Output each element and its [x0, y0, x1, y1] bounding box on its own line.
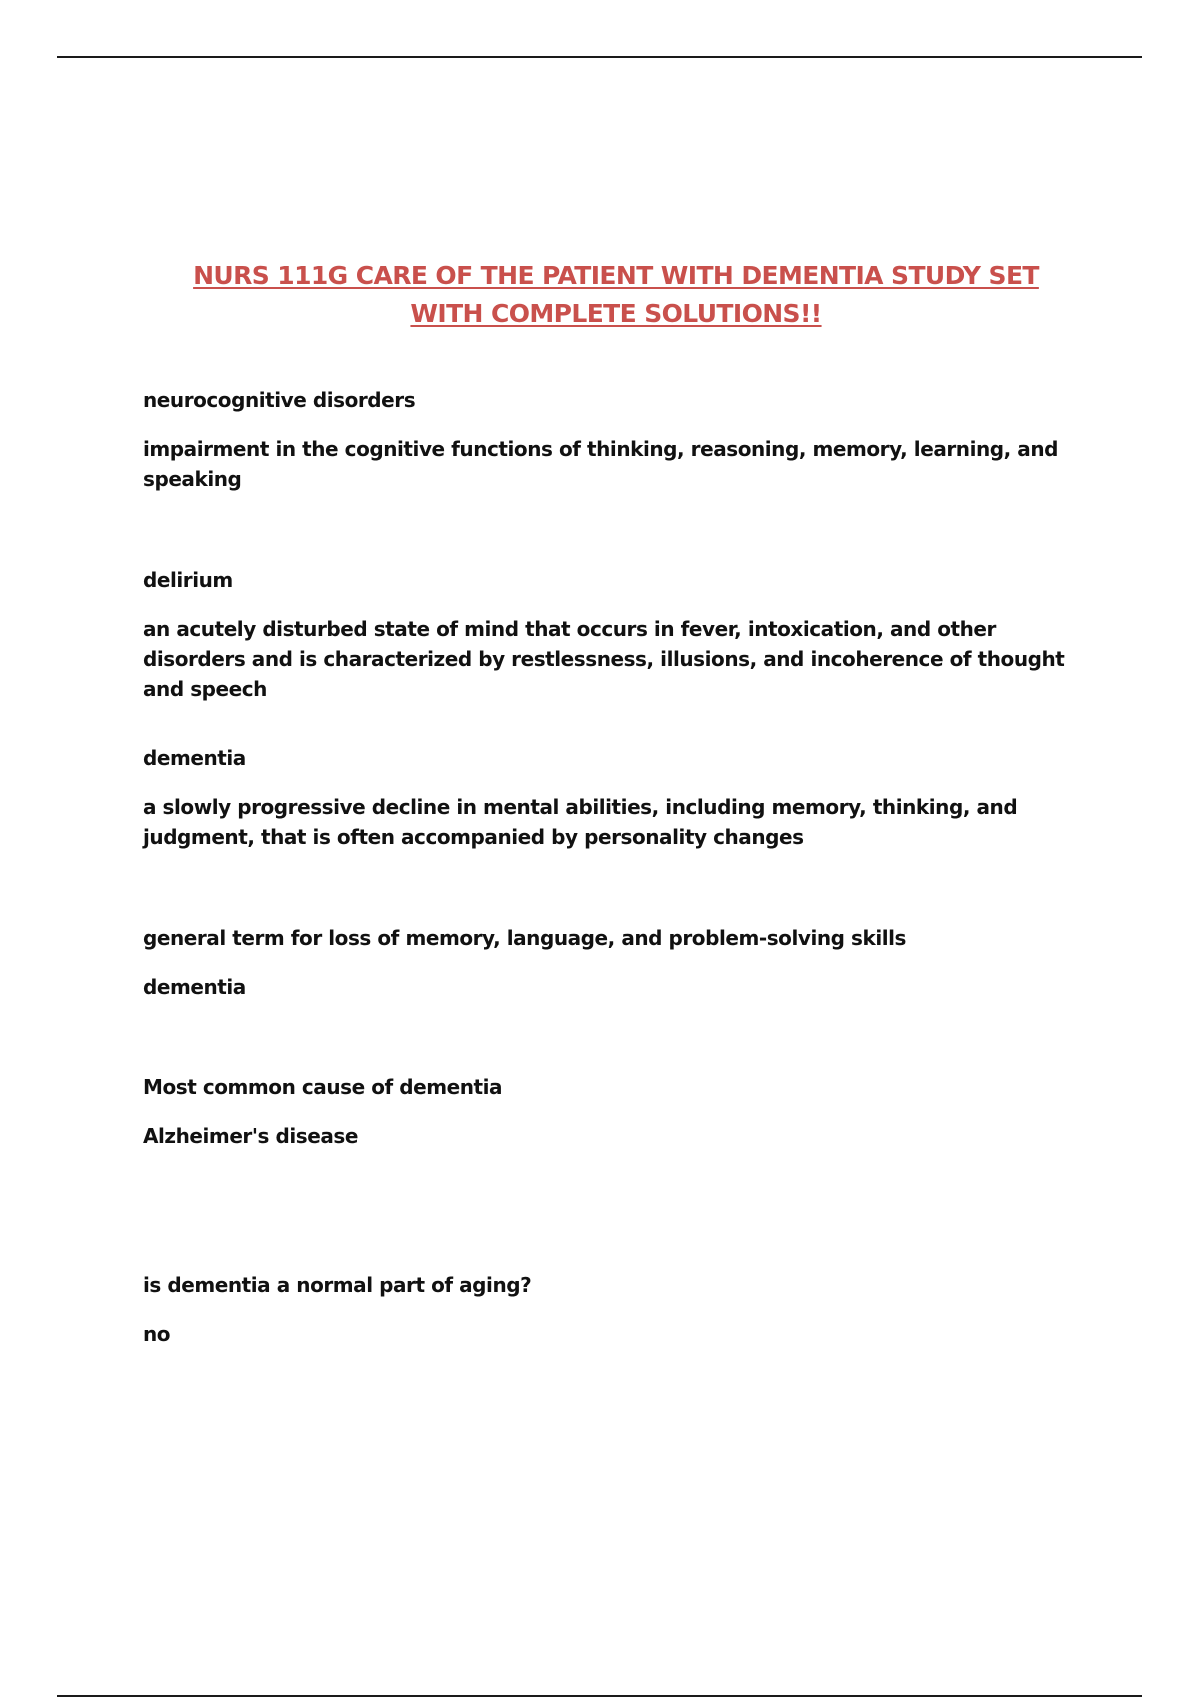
- document-title: [100, 257, 1132, 333]
- card-term: Most common cause of dementia: [143, 1075, 503, 1099]
- card-6: [143, 1270, 1093, 1349]
- card-definition: dementia: [143, 975, 246, 999]
- card-definition: no: [143, 1322, 171, 1346]
- card-term: neurocognitive disorders: [143, 388, 416, 412]
- title-line-1: NURS 111G CARE OF THE PATIENT WITH DEMENTIA STUDY SET: [193, 260, 1039, 290]
- card-term: is dementia a normal part of aging?: [143, 1273, 532, 1297]
- card-definition: impairment in the cognitive functions of thinking, reasoning, memory, learning, and speaking: [143, 437, 1058, 491]
- header-rule: [57, 56, 1142, 58]
- card-term: delirium: [143, 568, 233, 592]
- card-definition: an acutely disturbed state of mind that occurs in fever, intoxication, and other disorders and is characterized by restlessness, illusions, and incoherence of thought and speech: [143, 617, 1065, 701]
- footer-rule: [57, 1695, 1142, 1697]
- card-2: [143, 565, 1093, 704]
- card-1: [143, 385, 1093, 494]
- card-3: [143, 743, 1093, 852]
- title-line-2: WITH COMPLETE SOLUTIONS!!: [410, 298, 822, 328]
- card-5: [143, 1072, 1093, 1151]
- card-4: [143, 923, 1093, 1002]
- card-definition: Alzheimer's disease: [143, 1124, 358, 1148]
- card-term: dementia: [143, 746, 246, 770]
- card-definition: a slowly progressive decline in mental abilities, including memory, thinking, and judgment, that is often accompanied by personality changes: [143, 795, 1018, 849]
- card-term: general term for loss of memory, language, and problem-solving skills: [143, 926, 907, 950]
